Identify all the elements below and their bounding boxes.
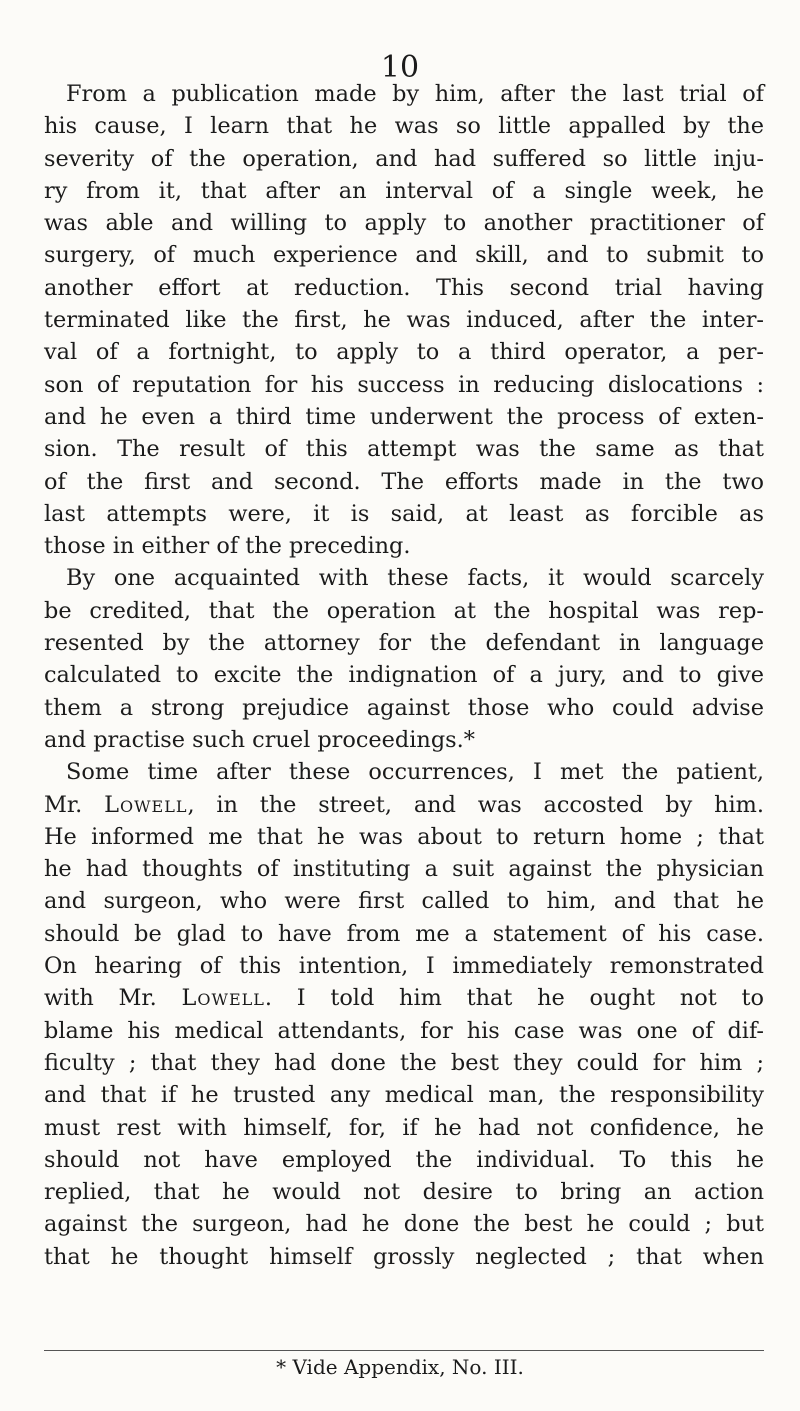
text-line: that he thought himself grossly neglected ; that when <box>44 1243 764 1270</box>
text-line: another effort at reduction. This second trial having <box>44 274 764 301</box>
text-line: From a publication made by him, after the last trial of <box>66 81 764 107</box>
text-line: be credited, that the operation at the hospital was rep- <box>44 597 764 624</box>
text-line: severity of the operation, and had suffered so little inju- <box>44 145 764 172</box>
text-line: val of a fortnight, to apply to a third operator, a per- <box>44 339 764 366</box>
text-line: sion. The result of this attempt was the same as that <box>44 436 764 463</box>
text-line: son of reputation for his success in reducing dislocations : <box>44 371 764 398</box>
text-line: resented by the attorney for the defendant in language <box>44 630 764 657</box>
text-line: of the first and second. The efforts made in the two <box>44 468 764 495</box>
body-text <box>44 78 764 1273</box>
text-line: them a strong prejudice against those who could advise <box>44 694 764 721</box>
text-line: against the surgeon, had he done the best he could ; but <box>44 1211 764 1238</box>
text-line: should be glad to have from me a statement of his case. <box>44 920 764 947</box>
text-line: should not have employed the individual. To this he <box>44 1146 764 1173</box>
text-line: ficulty ; that they had done the best they could for him ; <box>44 1049 764 1076</box>
text-line: surgery, of much experience and skill, and to submit to <box>44 242 764 269</box>
small-caps-name: Lowell <box>104 791 188 818</box>
text-line: blame his medical attendants, for his case was one of dif- <box>44 1017 764 1044</box>
text-line: and practise such cruel proceedings.* <box>44 726 475 753</box>
text-line: his cause, I learn that he was so little appalled by the <box>44 113 764 140</box>
text-line: On hearing of this intention, I immediately remonstrated <box>44 953 764 980</box>
text-line: those in either of the preceding. <box>44 533 411 560</box>
text-line: he had thoughts of instituting a suit against the physician <box>44 856 764 883</box>
text-line: and he even a third time underwent the process of exten- <box>44 403 764 430</box>
text-line: last attempts were, it is said, at least as forcible as <box>44 500 764 527</box>
text-line: must rest with himself, for, if he had not confidence, he <box>44 1114 764 1141</box>
text-line: ry from it, that after an interval of a single week, he <box>44 177 764 204</box>
footnote-rule <box>44 1350 764 1351</box>
text-line: He informed me that he was about to return home ; that <box>44 823 764 850</box>
text-line: was able and willing to apply to another practitioner of <box>44 210 764 237</box>
text-line: Mr. Lowell, in the street, and was accosted by him. <box>44 791 765 818</box>
text-line: Some time after these occurrences, I met the patient, <box>66 759 764 786</box>
text-line: and surgeon, who were first called to him, and that he <box>44 888 764 915</box>
text-line: and that if he trusted any medical man, the responsibility <box>44 1082 764 1109</box>
page-number: 10 <box>380 50 420 85</box>
small-caps-name: Lowell <box>181 985 265 1012</box>
text-line: terminated like the first, he was induced, after the inter- <box>44 307 764 334</box>
text-line: By one acquainted with these facts, it would scarcely <box>66 565 764 592</box>
footnote: * Vide Appendix, No. III. <box>276 1355 524 1379</box>
text-line: calculated to excite the indignation of a jury, and to give <box>44 662 764 689</box>
text-line: with Mr. Lowell. I told him that he ought not to <box>44 985 765 1012</box>
text-line: replied, that he would not desire to bring an action <box>44 1179 764 1206</box>
